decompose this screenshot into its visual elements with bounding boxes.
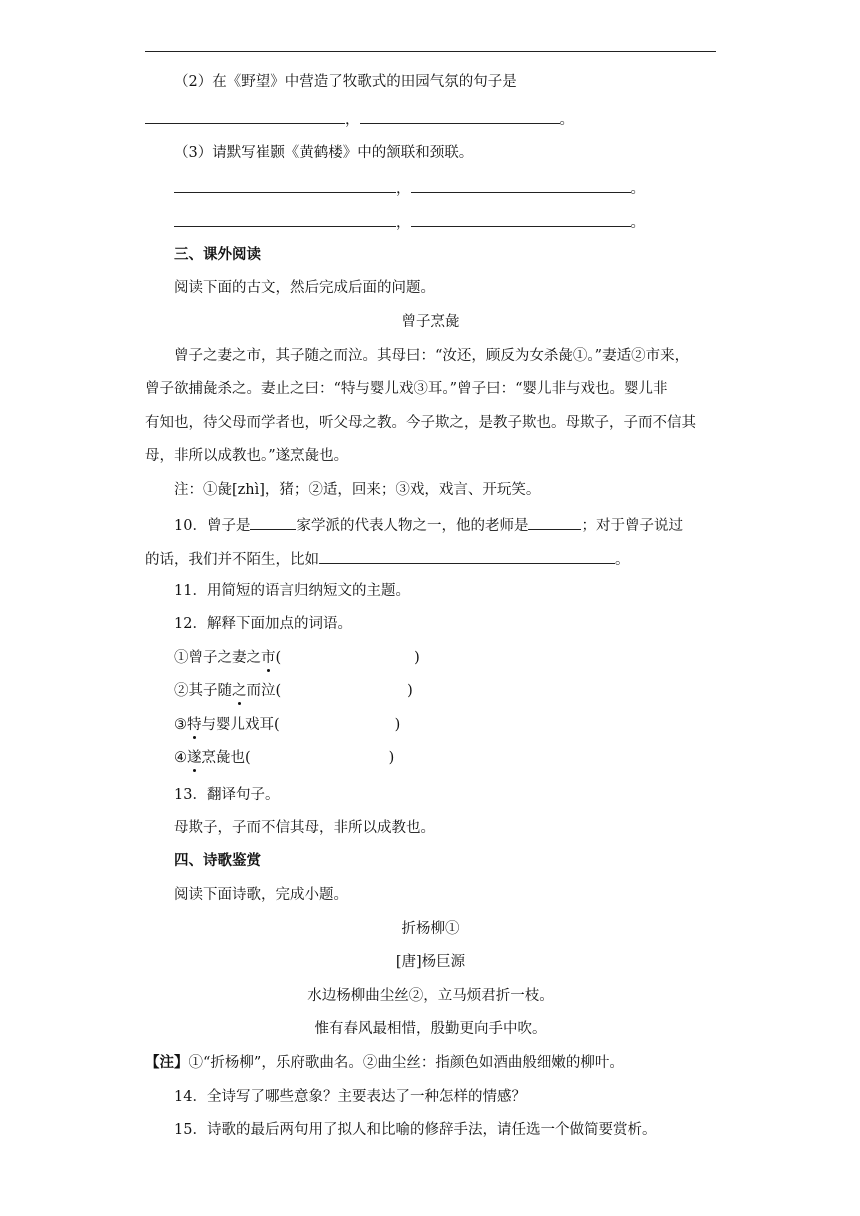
poem-title: 折杨柳①: [401, 921, 460, 937]
question-12: 12．解释下面加点的词语。: [174, 616, 352, 632]
comma: ，: [345, 112, 360, 128]
question-10-line-1: [174, 515, 749, 535]
passage-line-4: 母，非所以成教也。”遂烹彘也。: [145, 448, 349, 464]
question-2-answer-line: [145, 109, 720, 129]
word-text: 与婴儿戏耳: [201, 717, 274, 733]
period: 。: [615, 552, 630, 568]
answer-blank[interactable]: [174, 178, 396, 193]
note-text: ①“折杨柳”，乐府歌曲名。②曲尘丝：指颜色如酒曲般细嫩的柳叶。: [188, 1055, 624, 1071]
dotted-word: 遂: [187, 750, 202, 766]
word-text: 而泣: [246, 683, 276, 699]
word-item-2: [174, 682, 749, 700]
note-label: 【注】: [145, 1054, 189, 1071]
poem-line-2: 惟有春风最相惜，殷勤更向手中吹。: [314, 1021, 547, 1037]
passage-title: 曾子烹彘: [401, 314, 460, 330]
close-paren: ): [388, 750, 395, 766]
answer-blank[interactable]: [174, 212, 396, 227]
word-text: 烹彘也: [201, 750, 245, 766]
word-item-1: [174, 649, 749, 667]
passage-line-1: 曾子之妻之市，其子随之而泣。其母曰：“汝还，顾反为女杀彘①。”妻适②市来，: [174, 348, 690, 364]
comma: ，: [396, 181, 411, 197]
question-11: 11．用简短的语言归纳短文的主题。: [174, 583, 410, 599]
word-text: ③: [174, 717, 187, 733]
dotted-word: 特: [187, 717, 202, 733]
poem-author: [唐]杨巨源: [395, 954, 466, 970]
word-text: ①曾子之妻之: [174, 650, 261, 666]
passage-line-3: 有知也，待父母而学者也，听父母之教。今子欺之，是教子欺也。母欺子，子而不信其: [145, 415, 696, 431]
question-10-text: 10．曾子是: [174, 518, 251, 534]
header-rule: [145, 51, 716, 52]
dotted-word: 之: [232, 683, 247, 699]
poem-line-1: 水边杨柳曲尘丝②，立马烦君折一枝。: [307, 988, 554, 1004]
question-10-line-2: [145, 549, 720, 569]
question-10-text: 的话，我们并不陌生，比如: [145, 552, 319, 568]
word-text: ②其子随: [174, 683, 232, 699]
answer-blank[interactable]: [250, 515, 296, 530]
passage-note: 注：①彘[zhì]，猪；②适，回来；③戏，戏言、开玩笑。: [174, 482, 541, 498]
answer-blank[interactable]: [145, 109, 345, 124]
answer-blank[interactable]: [528, 515, 581, 530]
question-3-answer-line-2: [174, 212, 749, 232]
question-3: （3）请默写崔颢《黄鹤楼》中的颔联和颈联。: [174, 145, 474, 161]
answer-blank[interactable]: [319, 549, 615, 564]
period: 。: [559, 112, 574, 128]
poem-note: [145, 1054, 720, 1072]
question-15: 15．诗歌的最后两句用了拟人和比喻的修辞手法，请任选一个做简要赏析。: [174, 1122, 657, 1138]
word-item-3: [174, 716, 749, 734]
period: 。: [630, 181, 645, 197]
question-2: （2）在《野望》中营造了牧歌式的田园气氛的句子是: [174, 74, 517, 90]
word-item-4: [174, 749, 749, 767]
question-13-sentence: 母欺子，子而不信其母，非所以成教也。: [174, 820, 435, 836]
answer-blank[interactable]: [360, 109, 560, 124]
close-paren: ): [407, 683, 413, 699]
open-paren: (: [274, 717, 280, 733]
dotted-word: 市: [261, 650, 276, 666]
close-paren: ): [394, 717, 401, 733]
open-paren: (: [245, 750, 251, 766]
passage-line-2: 曾子欲捕彘杀之。妻止之曰：“特与婴儿戏③耳。”曾子曰：“婴儿非与戏也。婴儿非: [145, 381, 668, 397]
period: 。: [630, 215, 645, 231]
question-14: 14．全诗写了哪些意象？主要表达了一种怎样的情感？: [174, 1089, 526, 1105]
question-13: 13．翻译句子。: [174, 787, 280, 803]
comma: ，: [396, 215, 411, 231]
section-3-heading: 三、课外阅读: [174, 246, 261, 263]
question-3-answer-line-1: [174, 178, 749, 198]
answer-blank[interactable]: [411, 178, 631, 193]
section-4-intro: 阅读下面诗歌，完成小题。: [174, 887, 348, 903]
word-text: ④: [174, 750, 187, 766]
answer-blank[interactable]: [411, 212, 631, 227]
section-4-heading: 四、诗歌鉴赏: [174, 852, 261, 869]
open-paren: (: [275, 683, 282, 699]
open-paren: (: [275, 650, 282, 666]
question-10-text: 家学派的代表人物之一，他的老师是: [296, 518, 529, 534]
question-10-text: ；对于曾子说过: [581, 518, 683, 534]
section-3-intro: 阅读下面的古文，然后完成后面的问题。: [174, 280, 435, 296]
close-paren: ): [414, 650, 420, 666]
